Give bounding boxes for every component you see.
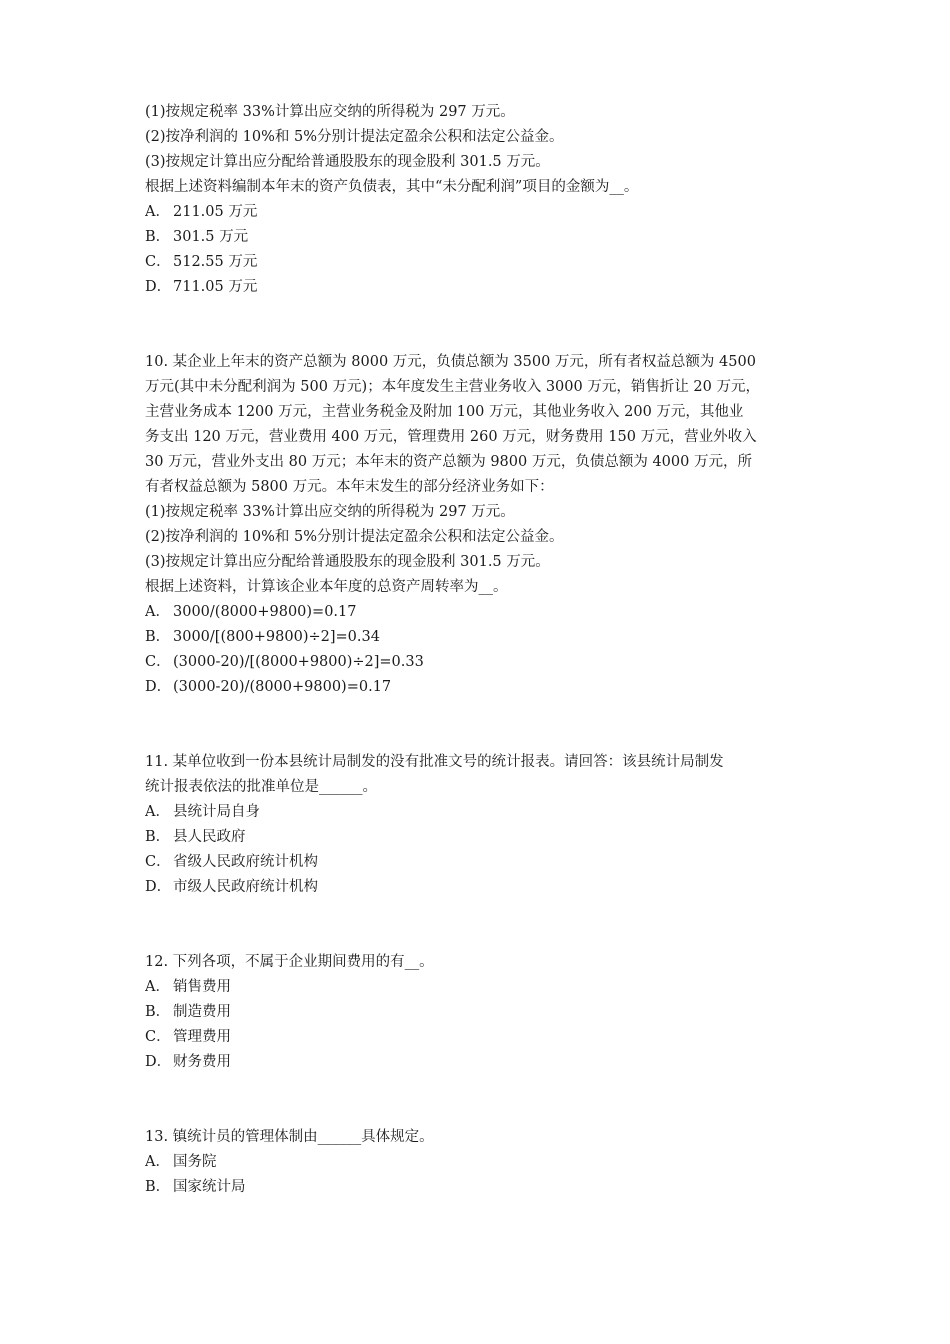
question-text-line: 30 万元，营业外支出 80 万元；本年末的资产总额为 9800 万元，负债总额为 4000 万元，所 bbox=[145, 454, 752, 470]
question-spacer bbox=[145, 700, 815, 750]
option-text: 301.5 万元 bbox=[173, 229, 249, 245]
question-text-line: 万元(其中未分配利润为 500 万元)；本年度发生主营业务收入 3000 万元，销售折让 20 万元， bbox=[145, 379, 760, 395]
option-a bbox=[145, 600, 815, 625]
option-d bbox=[145, 675, 815, 700]
question-12 bbox=[145, 950, 815, 1075]
option-text: 211.05 万元 bbox=[173, 204, 258, 220]
option-text: 制造费用 bbox=[173, 1004, 231, 1020]
document-page bbox=[145, 100, 815, 1200]
question-text-line: (1)按规定税率 33%计算出应交纳的所得税为 297 万元。 bbox=[145, 504, 515, 520]
option-text: 512.55 万元 bbox=[173, 254, 258, 270]
option-label: B． bbox=[145, 229, 171, 245]
option-c bbox=[145, 250, 815, 275]
option-b bbox=[145, 1175, 815, 1200]
option-label: C． bbox=[145, 654, 171, 670]
option-label: D． bbox=[145, 279, 172, 295]
option-label: B． bbox=[145, 1004, 171, 1020]
option-text: 县人民政府 bbox=[173, 829, 246, 845]
question-text-line: 务支出 120 万元，营业费用 400 万元，管理费用 260 万元，财务费用 150 万元，营业外收入 bbox=[145, 429, 757, 445]
option-label: C． bbox=[145, 854, 171, 870]
option-label: C． bbox=[145, 254, 171, 270]
option-c bbox=[145, 850, 815, 875]
option-text: 销售费用 bbox=[173, 979, 231, 995]
question-stem: 12. 下列各项，不属于企业期间费用的有__。 bbox=[145, 954, 434, 970]
option-label: A． bbox=[145, 204, 170, 220]
question-stem: 13. 镇统计员的管理体制由______具体规定。 bbox=[145, 1129, 434, 1145]
option-label: D． bbox=[145, 1054, 172, 1070]
question-text-line: (3)按规定计算出应分配给普通股股东的现金股利 301.5 万元。 bbox=[145, 554, 550, 570]
option-d bbox=[145, 1050, 815, 1075]
option-text: (3000-20)/(8000+9800)=0.17 bbox=[173, 679, 392, 695]
option-label: A． bbox=[145, 1154, 170, 1170]
question-text-line: (2)按净利润的 10%和 5%分别计提法定盈余公积和法定公益金。 bbox=[145, 129, 564, 145]
option-label: D． bbox=[145, 679, 172, 695]
option-text: 国务院 bbox=[173, 1154, 217, 1170]
question-text-line: 主营业务成本 1200 万元，主营业务税金及附加 100 万元，其他业务收入 200 万元，其他业 bbox=[145, 404, 744, 420]
option-text: 县统计局自身 bbox=[173, 804, 260, 820]
option-label: B． bbox=[145, 1179, 171, 1195]
option-label: D． bbox=[145, 879, 172, 895]
question-stem: 统计报表依法的批准单位是______。 bbox=[145, 779, 377, 795]
question-spacer bbox=[145, 300, 815, 350]
option-c bbox=[145, 650, 815, 675]
question-11 bbox=[145, 750, 815, 900]
option-a bbox=[145, 1150, 815, 1175]
question-text-line: (1)按规定税率 33%计算出应交纳的所得税为 297 万元。 bbox=[145, 104, 515, 120]
question-text-line: 有者权益总额为 5800 万元。本年末发生的部分经济业务如下： bbox=[145, 479, 554, 495]
option-b bbox=[145, 225, 815, 250]
option-label: A． bbox=[145, 979, 170, 995]
question-text-line: (3)按规定计算出应分配给普通股股东的现金股利 301.5 万元。 bbox=[145, 154, 550, 170]
question-stem: 根据上述资料编制本年末的资产负债表，其中“未分配利润”项目的金额为__。 bbox=[145, 179, 639, 195]
option-label: B． bbox=[145, 829, 171, 845]
option-b bbox=[145, 625, 815, 650]
option-label: C． bbox=[145, 1029, 171, 1045]
option-text: 市级人民政府统计机构 bbox=[173, 879, 318, 895]
question-13 bbox=[145, 1125, 815, 1200]
question-9-continuation bbox=[145, 100, 815, 300]
option-text: 3000/[(800+9800)÷2]=0.34 bbox=[173, 629, 380, 645]
option-text: 711.05 万元 bbox=[173, 279, 258, 295]
option-b bbox=[145, 1000, 815, 1025]
question-spacer bbox=[145, 900, 815, 950]
question-stem: 根据上述资料，计算该企业本年度的总资产周转率为__。 bbox=[145, 579, 508, 595]
option-c bbox=[145, 1025, 815, 1050]
option-label: B． bbox=[145, 629, 171, 645]
option-a bbox=[145, 800, 815, 825]
option-text: 财务费用 bbox=[173, 1054, 231, 1070]
question-text-line: (2)按净利润的 10%和 5%分别计提法定盈余公积和法定公益金。 bbox=[145, 529, 564, 545]
option-text: 管理费用 bbox=[173, 1029, 231, 1045]
question-text-line: 11. 某单位收到一份本县统计局制发的没有批准文号的统计报表。请回答：该县统计局制发 bbox=[145, 754, 724, 770]
option-text: 省级人民政府统计机构 bbox=[173, 854, 318, 870]
option-text: 3000/(8000+9800)=0.17 bbox=[173, 604, 357, 620]
option-d bbox=[145, 875, 815, 900]
option-d bbox=[145, 275, 815, 300]
option-label: A． bbox=[145, 804, 170, 820]
option-a bbox=[145, 975, 815, 1000]
option-text: (3000-20)/[(8000+9800)÷2]=0.33 bbox=[173, 654, 424, 670]
option-a bbox=[145, 200, 815, 225]
question-text-line: 10. 某企业上年末的资产总额为 8000 万元，负债总额为 3500 万元，所有者权益总额为 4500 bbox=[145, 354, 756, 370]
option-b bbox=[145, 825, 815, 850]
question-10 bbox=[145, 350, 815, 700]
option-text: 国家统计局 bbox=[173, 1179, 246, 1195]
question-spacer bbox=[145, 1075, 815, 1125]
option-label: A． bbox=[145, 604, 170, 620]
